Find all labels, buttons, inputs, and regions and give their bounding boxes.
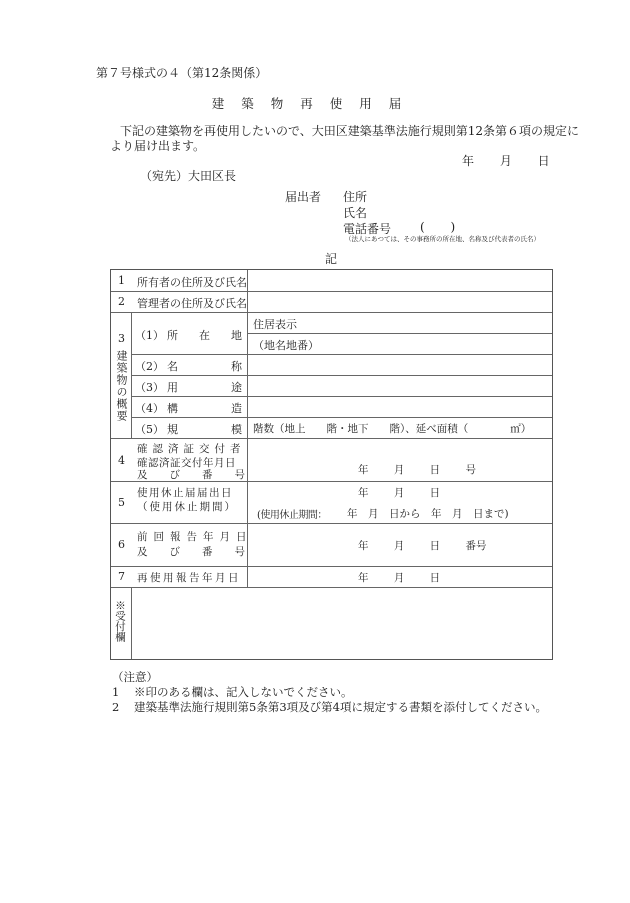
label-char: 規: [167, 423, 178, 436]
section3-group-label: 建築物の概要: [115, 350, 128, 422]
building-name-field[interactable]: [249, 355, 549, 374]
receipt-field: [133, 589, 549, 657]
item3-label: [167, 379, 242, 395]
note-item-2: [112, 699, 547, 715]
row4-label-date: 確認済証交付年月日: [137, 457, 236, 469]
note-number: 1: [112, 685, 120, 699]
label-char: 称: [231, 360, 242, 373]
row5-number: 5: [118, 496, 125, 509]
row1-number: 1: [118, 274, 125, 287]
suspension-period-prefix: (使用休止期間：: [257, 510, 327, 521]
structure-field[interactable]: [249, 397, 549, 416]
item5-label: [167, 421, 242, 437]
label-char: 途: [231, 381, 242, 394]
receipt-label: ※受付欄: [114, 600, 126, 642]
previous-report-field[interactable]: 年 月 日 番号: [358, 540, 487, 552]
section3-number: 3: [118, 332, 125, 345]
row2-label: 管理者の住所及び氏名: [137, 297, 247, 310]
row5-label-date: 使用休止届届出日: [137, 487, 233, 499]
intro-line-2: より届け出ます。: [110, 139, 206, 153]
label-char: 用: [167, 381, 178, 394]
certificate-date-field[interactable]: 年 月 日 号: [358, 464, 477, 476]
document-title: 建築物再使用届: [211, 96, 419, 111]
label-char: 模: [231, 423, 242, 436]
item3-number: （3）: [135, 381, 164, 394]
applicant-phone-label: 電話番号: [343, 222, 392, 236]
row6-label-date: 前回報告年月日: [137, 531, 253, 543]
applicant-label: 届出者: [285, 190, 322, 204]
form-table: [110, 269, 553, 660]
owner-field[interactable]: [249, 271, 549, 290]
applicant-corporate-note: （法人にあつては、その事務所の所在地、名称及び代表者の氏名）: [345, 235, 540, 243]
suspension-notice-date-field[interactable]: 年 月 日: [358, 487, 441, 499]
label-char: 所: [167, 329, 178, 342]
form-number: 第７号様式の４（第12条関係）: [96, 66, 268, 80]
note-text: 建築基準法施行規則第5条第3項及び第4項に規定する書類を添付してください。: [134, 700, 547, 714]
label-char: 造: [231, 402, 242, 415]
usage-field[interactable]: [249, 376, 549, 395]
row4-label-issuer: 確認済証交付者: [137, 443, 246, 455]
label-char: 地: [231, 329, 242, 342]
row7-label: 再使用報告年月日: [137, 572, 241, 584]
row4-label-number: 及び番号: [137, 469, 267, 481]
note-text: ※印のある欄は、記入しないでください。: [134, 685, 353, 699]
item1-label: [167, 327, 242, 343]
label-char: 構: [167, 402, 178, 415]
row1-label: 所有者の住所及び氏名: [137, 276, 247, 289]
residence-display-label[interactable]: 住居表示: [253, 318, 297, 331]
ki-heading: 記: [325, 252, 338, 266]
row6-label-number: 及び番号: [137, 546, 267, 558]
intro-line-1: 下記の建築物を再使用したいので、大田区建築基準法施行規則第12条第６項の規定に: [120, 124, 580, 138]
row6-number: 6: [118, 538, 125, 551]
applicant-name-label: 氏名: [343, 206, 368, 220]
lot-number-label[interactable]: （地名地番）: [253, 339, 319, 352]
suspension-period-field[interactable]: 年 月 日から 年 月 日まで): [347, 508, 509, 520]
note-item-1: [112, 684, 353, 700]
label-char: 名: [167, 360, 178, 373]
row2-number: 2: [118, 295, 125, 308]
item2-label: [167, 358, 242, 374]
row7-number: 7: [118, 570, 125, 583]
addressee: （宛先）大田区長: [140, 169, 237, 183]
scale-field[interactable]: 階数（地上 階・地下 階）、延べ面積（ ㎡）: [253, 423, 532, 435]
item5-number: （5）: [135, 423, 164, 436]
applicant-address-label: 住所: [343, 190, 368, 204]
applicant-phone-field[interactable]: ( ): [420, 220, 456, 234]
reuse-report-date-field[interactable]: 年 月 日: [358, 572, 441, 584]
label-char: 在: [199, 329, 210, 342]
row4-number: 4: [118, 454, 125, 467]
item4-number: （4）: [135, 402, 164, 415]
item2-number: （2）: [135, 360, 164, 373]
item4-label: [167, 400, 242, 416]
notes-heading: （注意）: [112, 670, 158, 684]
note-number: 2: [112, 700, 120, 714]
submission-date: 年 月 日: [462, 154, 550, 168]
item1-number: （1）: [135, 329, 164, 342]
row5-label-period: （使用休止期間）: [137, 501, 237, 513]
manager-field[interactable]: [249, 292, 549, 311]
